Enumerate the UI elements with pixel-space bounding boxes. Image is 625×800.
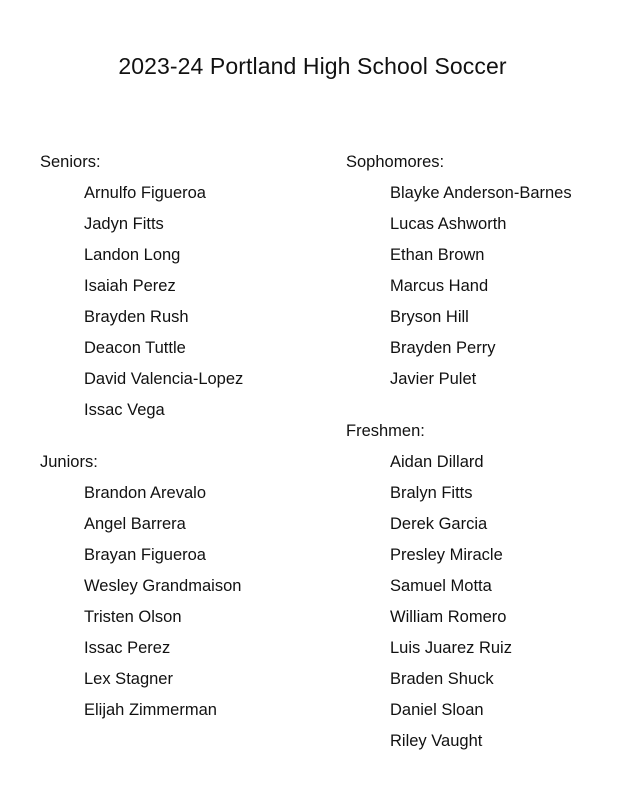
roster-name: Issac Perez [84,639,171,657]
roster-name: Wesley Grandmaison [84,577,242,595]
roster-list [346,178,625,395]
roster-name: Jadyn Fitts [84,215,164,233]
roster-name: Brayden Perry [390,339,496,357]
roster-name: William Romero [390,608,507,626]
section-heading: Juniors: [40,453,98,471]
section-freshmen [346,416,625,757]
roster-name: Brandon Arevalo [84,484,207,502]
roster-name: Angel Barrera [84,515,186,533]
roster-list [346,447,625,757]
section-heading: Sophomores: [346,153,445,171]
roster-name: Elijah Zimmerman [84,701,217,719]
roster-name: Ethan Brown [390,246,485,264]
section-seniors [40,147,340,426]
right-column [346,147,625,757]
roster-name: Bryson Hill [390,308,469,326]
roster-name: Samuel Motta [390,577,492,595]
roster-name: Aidan Dillard [390,453,484,471]
section-sophomores [346,147,625,395]
roster-name: David Valencia-Lopez [84,370,244,388]
roster-name: Daniel Sloan [390,701,484,719]
roster-name: Tristen Olson [84,608,182,626]
roster-name: Isaiah Perez [84,277,176,295]
roster-name: Issac Vega [84,401,165,419]
roster-list [40,478,340,726]
roster-name: Blayke Anderson-Barnes [390,184,572,202]
roster-list [40,178,340,426]
roster-name: Javier Pulet [390,370,477,388]
roster-name: Luis Juarez Ruiz [390,639,512,657]
roster-name: Presley Miracle [390,546,503,564]
roster-name: Marcus Hand [390,277,489,295]
roster-name: Landon Long [84,246,181,264]
roster-name: Lex Stagner [84,670,173,688]
roster-name: Braden Shuck [390,670,494,688]
page-title: 2023-24 Portland High School Soccer [118,53,507,79]
roster-name: Derek Garcia [390,515,488,533]
roster-name: Lucas Ashworth [390,215,507,233]
roster-name: Deacon Tuttle [84,339,186,357]
roster-name: Brayan Figueroa [84,546,206,564]
section-heading: Seniors: [40,153,101,171]
roster-name: Bralyn Fitts [390,484,473,502]
roster-name: Brayden Rush [84,308,189,326]
section-juniors [40,447,340,726]
left-column [40,147,340,726]
roster-name: Riley Vaught [390,732,483,750]
roster-name: Arnulfo Figueroa [84,184,206,202]
section-heading: Freshmen: [346,422,425,440]
